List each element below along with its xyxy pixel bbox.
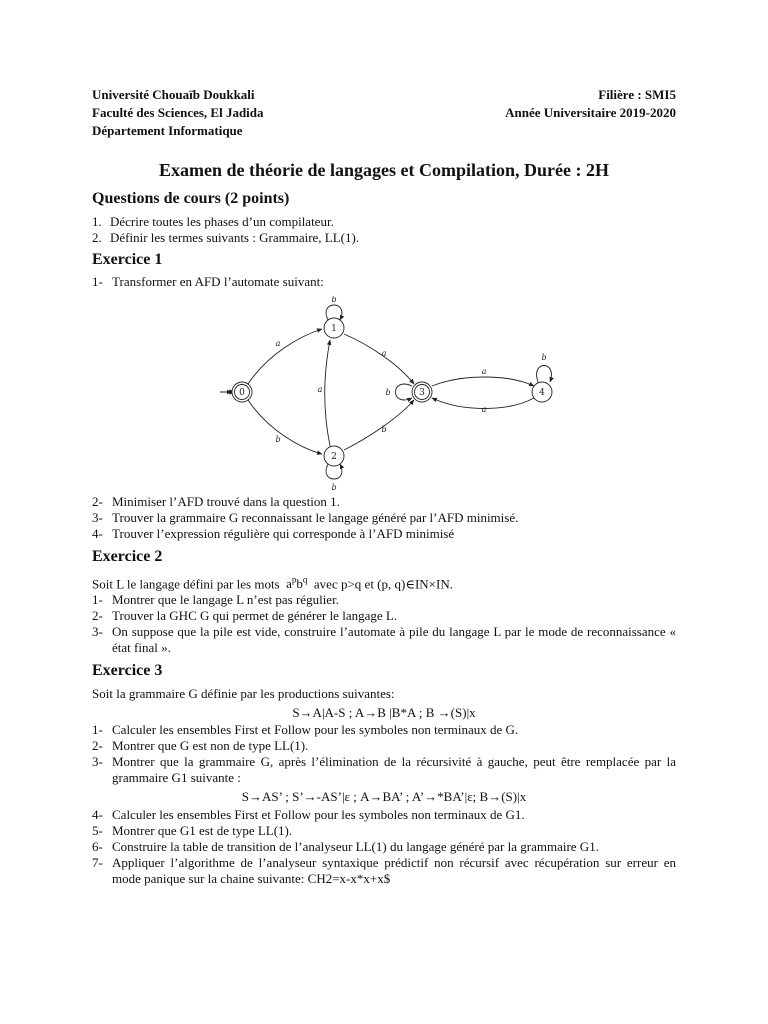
exam-title: Examen de théorie de langages et Compilation, Durée : 2H — [159, 160, 609, 180]
list-item — [92, 592, 676, 608]
word-formula: $a^pb^q$ — [282, 575, 308, 592]
edge-2-3 — [344, 400, 414, 450]
ex3-questions-a — [92, 722, 676, 786]
ex1-intro — [92, 274, 676, 290]
grammar-g: S→A|A-S ; A→B |B*A ; B →(S)|x — [292, 705, 476, 720]
edge-3-loop — [396, 384, 413, 400]
ex3-intro: Soit la grammaire G définie par les productions suivantes: — [92, 686, 395, 701]
edge-label: b — [381, 425, 387, 434]
academic-year: Année Universitaire 2019-2020 — [505, 105, 676, 120]
edge-label: b — [385, 388, 391, 397]
item-number: 6- — [92, 839, 103, 854]
state-0-label: 0 — [239, 388, 245, 398]
item-text: On suppose que la pile est vide, construire l’automate à pile du langage L par le mode de reconnaissance « état final ». — [112, 624, 676, 655]
ex2-intro-text: Soit L le langage défini par les mots — [92, 576, 280, 592]
edge-label: b — [541, 353, 547, 362]
item-number: 3- — [92, 510, 103, 525]
faculty-name: Faculté des Sciences, El Jadida — [92, 105, 264, 120]
list-item — [92, 624, 676, 656]
header-left — [92, 86, 264, 140]
edge-0-1 — [248, 329, 322, 384]
list-item — [92, 274, 676, 290]
item-number: 4- — [92, 526, 103, 541]
item-text: Construire la table de transition de l’analyseur LL(1) du langage généré par la grammaire G1. — [112, 839, 599, 854]
edge-1-3 — [344, 334, 414, 384]
edge-3-4 — [432, 377, 534, 386]
list-item — [92, 510, 676, 526]
list-item — [92, 526, 676, 542]
edge-label: a — [481, 367, 487, 376]
item-text: Minimiser l’AFD trouvé dans la question 1. — [112, 494, 340, 509]
university-name: Université Chouaïb Doukkali — [92, 87, 255, 102]
item-number: 2- — [92, 494, 103, 509]
item-text: Trouver l’expression régulière qui corresponde à l’AFD minimisé — [112, 526, 455, 541]
item-text: Calculer les ensembles First et Follow pour les symboles non terminaux de G1. — [112, 807, 525, 822]
ex2-questions — [92, 592, 676, 656]
ex2-intro-condition: avec p>q et (p, q)∈IN×IN. — [313, 576, 453, 592]
ex1-questions — [92, 494, 676, 542]
item-number: 2. — [92, 230, 102, 245]
state-1-label: 1 — [331, 324, 337, 334]
section-heading-ex1: Exercice 1 — [92, 251, 163, 268]
list-item — [92, 230, 676, 246]
edge-label: b — [331, 483, 337, 492]
item-number: 3- — [92, 754, 103, 769]
edge-label: a — [381, 349, 387, 358]
item-number: 3- — [92, 624, 103, 639]
item-text: Montrer que G1 est de type LL(1). — [112, 823, 293, 838]
list-item — [92, 608, 676, 624]
item-number: 1- — [92, 722, 103, 737]
section-heading-ex3: Exercice 3 — [92, 662, 163, 679]
item-text: Trouver la grammaire G reconnaissant le langage généré par l’AFD minimisé. — [112, 510, 519, 525]
list-item — [92, 722, 676, 738]
cours-list — [92, 214, 676, 246]
edge-label: b — [331, 296, 337, 304]
item-text: Définir les termes suivants : Grammaire, LL(1). — [110, 230, 360, 245]
item-text: Montrer que le langage L n’est pas régulier. — [112, 592, 339, 607]
list-item — [92, 214, 676, 230]
edge-label: a — [317, 385, 323, 394]
state-2-label: 2 — [331, 452, 337, 462]
list-item — [92, 754, 676, 786]
edge-label: a — [481, 405, 487, 414]
filiere: Filière : SMI5 — [598, 87, 676, 102]
item-number: 1. — [92, 214, 102, 229]
list-item — [92, 823, 676, 839]
ex3-questions-b — [92, 807, 676, 887]
state-4-label: 4 — [539, 388, 545, 398]
list-item — [92, 738, 676, 754]
item-text: Montrer que G est non de type LL(1). — [112, 738, 309, 753]
header-right — [505, 86, 676, 122]
edge-label: a — [275, 339, 281, 348]
department-name: Département Informatique — [92, 123, 243, 138]
item-number: 4- — [92, 807, 103, 822]
list-item — [92, 494, 676, 510]
state-3-label: 3 — [419, 388, 425, 398]
automaton-graph — [212, 296, 572, 492]
item-text: Calculer les ensembles First et Follow pour les symboles non terminaux de G. — [112, 722, 519, 737]
item-text: Transformer en AFD l’automate suivant: — [112, 274, 324, 289]
item-text: Appliquer l’algorithme de l’analyseur syntaxique prédictif non récursif avec récupération sur erreur en mode panique sur la chaine suivante: CH2=x-x*x+x$ — [112, 855, 676, 886]
edge-2-1 — [325, 340, 330, 446]
list-item — [92, 855, 676, 887]
edge-4-loop — [537, 366, 552, 383]
item-text: Trouver la GHC G qui permet de générer le langage L. — [112, 608, 398, 623]
list-item — [92, 807, 676, 823]
grammar-g1: S→AS’ ; S’→-AS’|ε ; A→BA’ ; A’→*BA’|ε; B→(S)|x — [241, 789, 527, 804]
item-number: 2- — [92, 738, 103, 753]
item-number: 5- — [92, 823, 103, 838]
edge-0-2 — [248, 400, 322, 454]
item-text: Montrer que la grammaire G, après l’élimination de la récursivité à gauche, peut être remplacée par la grammaire G1 suivante : — [112, 754, 676, 785]
item-number: 1- — [92, 274, 103, 289]
item-number: 2- — [92, 608, 103, 623]
item-text: Décrire toutes les phases d’un compilateur. — [110, 214, 334, 229]
item-number: 7- — [92, 855, 103, 870]
edge-label: b — [275, 435, 281, 444]
ex2-intro — [92, 572, 676, 592]
list-item — [92, 839, 676, 855]
item-number: 1- — [92, 592, 103, 607]
section-heading-cours: Questions de cours (2 points) — [92, 190, 290, 207]
section-heading-ex2: Exercice 2 — [92, 548, 163, 565]
